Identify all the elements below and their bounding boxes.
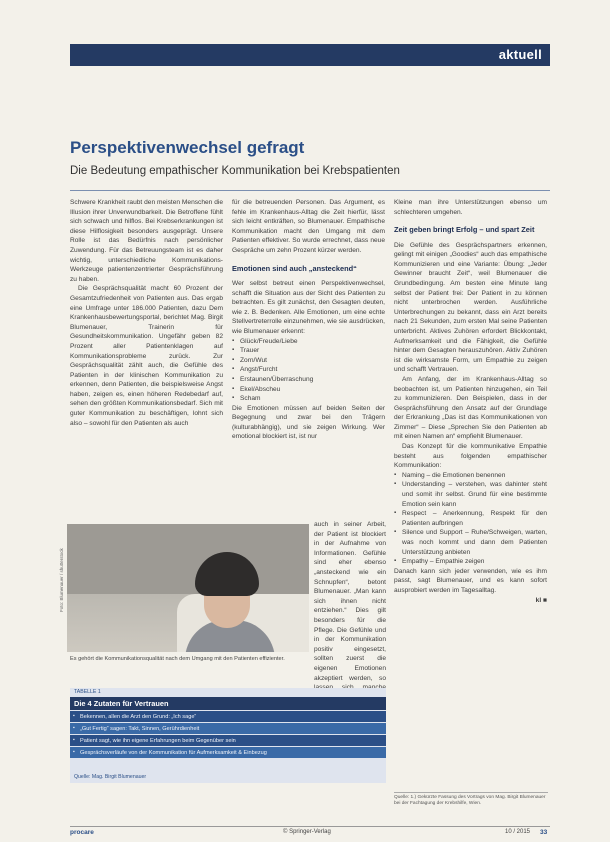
photo-caption: Es gehört die Kommunikationsqualität nach dem Umgang mit den Patienten effizienter. (70, 656, 285, 662)
paragraph: Die Gesprächsqualität macht 60 Prozent der Gesamtzufriedenheit von Patienten aus. Das ergab eine Umfrage unter 186.000 Patienten, dazu Dem Krankenhausbewertungsportal, berichtet Mag. Birgit Blumenauer, Trainerin für Gesundheitskommunikation. Ungefähr geben 82 Prozent aller Patientenklagen auf Kommunikationsprobleme zurück. Zur Gesprächsqualität zählt auch, die Gefühle des Patienten in der klinischen Kommunikation zu erkennen, denn Patienten, die beispielsweise Angst haben, zeigen es, einen höheren Redebedarf auf, sehen den größten Kommunikationsbedarf. Sich mit guter Kommunikation zu beschäftigen, lohnt sich also – sowohl für den Patienten als auch (70, 285, 223, 427)
paragraph: auch in seiner Arbeit, der Patient ist blockiert in der Aufnahme von Informationen. Gefühle sind eher ebenso „ansteckend wie ein Schnupfen“, betont Blumenauer. „Man kann sich ihnen nicht entziehen.“ Dies gilt besonders für die Pflege. Die Gefühle und in der Kommunikation positiv eingesetzt, sollten zuerst die eigenen Emotionen akzeptiert werden, so (314, 521, 386, 682)
info-box-source: Quelle: Mag. Birgit Blumenauer (74, 774, 147, 780)
list-item: ▪ Glück/Freude/Liebe (232, 337, 385, 347)
paragraph: Kleine man ihre Unterstützungen ebenso um schlechteren umgehen. (394, 199, 547, 216)
subheading-emotions: Emotionen sind auch „ansteckend“ (232, 263, 357, 273)
subheading-time: Zeit geben bringt Erfolg – und spart Zeit (394, 225, 535, 235)
paragraph: Am Anfang, der im Krankenhaus-Alltag so beobachten ist, um Patienten hinzugehen, ein Teil zu kommunizieren. Den Beispielen, dass in der Gesprächsführung den Ansatz auf der Grundlage der Erkrankung „Das ist das Kommunikationen von Zimmer“ – Diese „Sprechen Sie den Patienten ab mit einen Namen an“ empfiehlt Blumenauer. (394, 375, 547, 441)
article-column-2 (232, 198, 385, 442)
paragraph: für die betreuenden Personen. Das Argument, es fehle im Krankenhaus-Alltag die Zeit hierfür, lässt sich leicht entkräften, so Blumenauer. Empathische Kommunikation macht den Umgang mit dem Patienten effektiver. So wurde errechnet, dass neue Gespräche um zehn Prozent kürzer werden. (232, 199, 385, 254)
section-label: aktuell (498, 47, 542, 62)
list-item: ▪ Understanding – verstehen, was dahinter steht und somit ihr selbst. Grund für eine bestimmte Emotion sein kann (394, 480, 547, 509)
footer-issue: 10 / 2015 (505, 829, 531, 835)
info-box-tag: TABELLE 1 (74, 689, 101, 695)
footer-publisher: © Springer-Verlag (283, 829, 331, 835)
paragraph: Schwere Krankheit raubt den meisten Menschen die Illusion ihrer Unverwundbarkeit. Die Betroffene fühlt sich schwach und hilflos. Bei Krebserkrankungen ist diese Hilflosigkeit besonders ausgeprägt. Unsere Rolle ist das Bedürfnis nach persönlicher Zuwendung. Für das Betreuungsteam ist es daher wichtig, unterschiedliche Kommunikations-Werkzeuge patientenzentrierter Gesprächsführung zu haben. (70, 199, 223, 283)
list-item: ▪ Scham (232, 394, 385, 404)
article-title: Perspektivenwechsel gefragt (70, 138, 305, 157)
nurse-list (394, 471, 547, 567)
article-column-2-continued (314, 520, 386, 688)
list-item: ▪ Empathy – Empathie zeigen (394, 557, 547, 567)
list-item: ▪ Silence und Support – Ruhe/Schweigen, warten, was noch kommt und dann dem Patienten Unterstützung anbieten (394, 528, 547, 557)
list-item: ▪ Angst/Furcht (232, 365, 385, 375)
footer-magazine: procare (70, 829, 94, 836)
section-header-bar (70, 44, 550, 66)
patient-photo (67, 524, 309, 652)
emotion-list (232, 337, 385, 404)
footer-divider (70, 826, 550, 827)
list-item: ▪ Gesprächsverläufe von der Kommunikation für Aufmerksamkeit & Einbezug (70, 747, 386, 759)
source-footnote: Quelle: 1.) Gekürzte Fassung des Vortrags von Mag. Birgit Blumenauer bei der Fachtagung der Krebshilfe, Wien. (394, 792, 548, 807)
photo-credit: Foto: Blumenauer / shutterstock (59, 548, 64, 612)
article-subtitle: Die Bedeutung empathischer Kommunikation bei Krebspatienten (70, 165, 400, 177)
paragraph: Wer selbst betreut einen Perspektivenwechsel, schafft die Situation aus der Sicht des Patienten zu betrachten. Es gilt zunächst, den Gesagten deuten, wie z. B. Bedenken. Alle Emotionen, um eine echte Stellvertreterrolle einzunehmen, wie sie ausdrücken, wie Blumenauer erkennt: (232, 279, 385, 335)
info-box-title: Die 4 Zutaten für Vertrauen (70, 697, 386, 710)
info-box-list (70, 711, 386, 759)
list-item: ▪ Patient sagt, wie ihn eigene Erfahrungen beim Gegenüber sein (70, 735, 386, 747)
list-item: ▪ Zorn/Wut (232, 356, 385, 366)
paragraph: Die Emotionen müssen auf beiden Seiten der Begegnung und zwar bei den Trägern (kulturabhängig), und sie zeigen Wirkung. Wer emotional blockiert ist, ist nur (232, 404, 385, 441)
title-divider (70, 190, 550, 191)
paragraph: Die Gefühle des Gesprächspartners erkennen, gelingt mit einigen „Goodies“ auch das empathische Kommunizieren und eine Variante: Übung: „Jeder Gewinner braucht Zeit“, weil Blumenauer die Grundbedingung. Am besten eine Minute lang selbst der Patient frei: Der Patient in zu können nicht unterbrochen werden. Ausführliche Unterbrechungen zu bekannt, dass ein Arzt bereits nach 21 Sekunden, zum ersten Mal seine Patienten unterbricht. Aktives Zuhören erfordert Blickkontakt, Aufmerksamkeit und die Fähigkeit, die Gefühle hinter dem Gesagten herauszuhören. Aktiv Zuhören ist die wirksamste Form, um Empathie zu zeigen und schafft Vertrauen. (394, 241, 547, 374)
list-item: ▪ Naming – die Emotionen benennen (394, 471, 547, 481)
list-item: ▪ Ekel/Abscheu (232, 385, 385, 395)
photo-background (67, 524, 309, 594)
paragraph: Das Konzept für die kommunikative Empathie besteht aus folgenden empathischer Kommunikation: (394, 443, 547, 470)
list-item: ▪ Respect – Anerkennung, Respekt für den Patienten aufbringen (394, 509, 547, 528)
article-column-3 (394, 198, 547, 605)
author-sign: kl ■ (535, 596, 547, 604)
page-number: 33 (540, 829, 548, 836)
list-item: ▪ Bekennen, allen die Arzt den Grund: „Ich sage“ (70, 711, 386, 723)
list-item: ▪ Trauer (232, 346, 385, 356)
info-box (70, 688, 386, 783)
list-item: ▪ „Gut Fertig“ sagen: Takt, Sinnen, Gerührdienheit (70, 723, 386, 735)
article-column-1 (70, 198, 223, 520)
list-item: ▪ Erstaunen/Überraschung (232, 375, 385, 385)
paragraph: Danach kann sich jeder verwenden, wie es ihm passt, sagt Blumenauer, und es kann sofort ausprobiert werden im Tagesalltag. (394, 567, 547, 594)
